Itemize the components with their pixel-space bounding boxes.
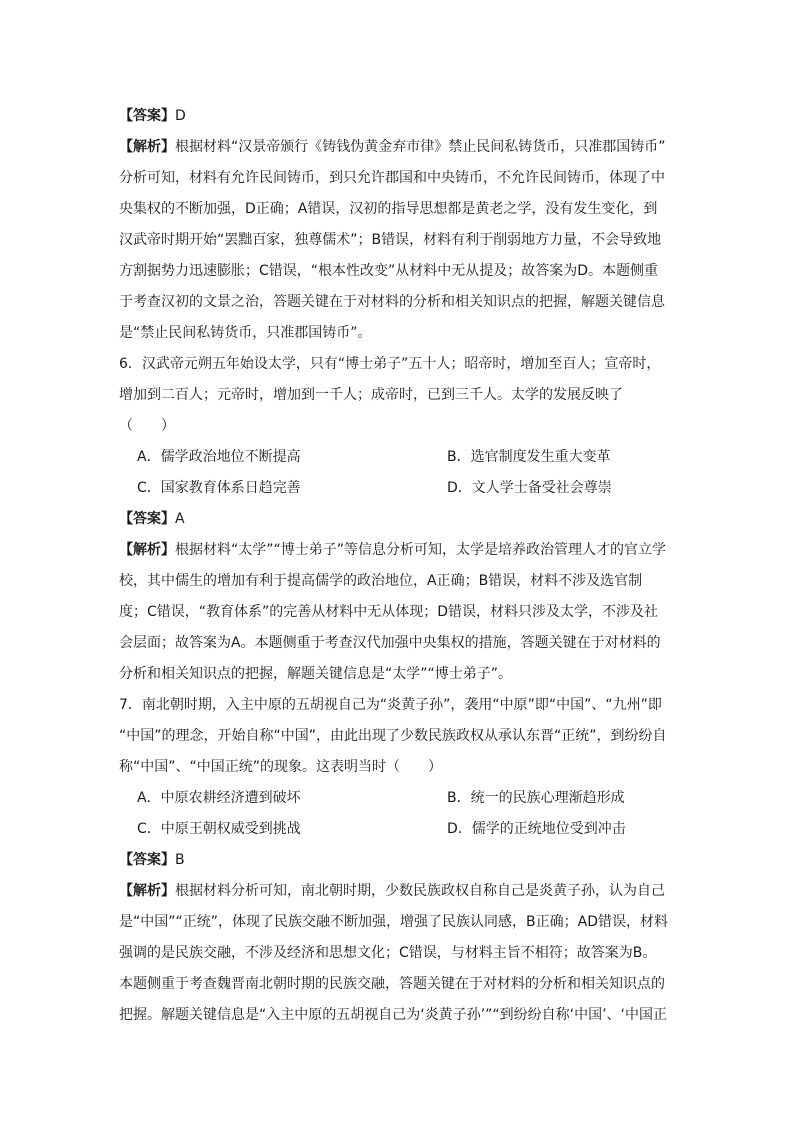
q5-analysis-line-7: 是“禁止民间私铸货币，只准郡国铸币”。 (119, 325, 372, 341)
q5-analysis-line-2: 分析可知，材料有允许民间铸币，到只允许郡国和中央铸币，不允许民间铸币，体现了中 (119, 170, 665, 186)
q5-analysis-line-6: 于考查汉初的文景之治，答题关键在于对材料的分析和相关知识点的把握，解题关键信息 (119, 294, 665, 310)
q7-option-d: D．儒学的正统地位受到冲击 (447, 821, 626, 837)
answer-tag: 【答案】 (119, 108, 175, 124)
q7-analysis-line-5: 把握。解题关键信息是“入主中原的五胡视自己为‘炎黄子孙’”“到纷纷自称‘中国’、‘中国正 (119, 1007, 668, 1023)
q7-stem-line-2: “中国”的理念，开始自称“中国”，由此出现了少数民族政权从承认东晋“正统”，到纷纷自 (119, 728, 667, 744)
answer-tag: 【答案】 (119, 852, 175, 868)
q7-option-c: C．中原王朝权威受到挑战 (137, 821, 301, 837)
q6-stem-line-1: 6．汉武帝元朔五年始设太学，只有“博士弟子”五十人；昭帝时，增加至百人；宣帝时， (119, 356, 661, 372)
q7-options-row-1 (119, 783, 679, 814)
q6-option-c: C．国家教育体系日趋完善 (137, 480, 301, 496)
q6-analysis-line-1 (119, 535, 679, 566)
q7-stem-line-1: 7．南北朝时期，入主中原的五胡视自己为“炎黄子孙”，袭用“中原”即“中国”、“九州”即 (119, 697, 662, 713)
q5-analysis-line-1 (119, 132, 679, 163)
page-content (119, 101, 679, 1031)
q7-analysis-line-3: 强调的是民族交融，不涉及经济和思想文化；C错误，与材料主旨不相符；故答案为B。 (119, 945, 657, 961)
analysis-tag: 【解析】 (119, 139, 175, 155)
q6-analysis-line-5: 分析和相关知识点的把握，解题关键信息是“太学”“博士弟子”。 (119, 666, 513, 682)
q5-analysis-line-3: 央集权的不断加强，D正确；A错误，汉初的指导思想都是黄老之学，没有发生变化，到 (119, 201, 658, 217)
q6-options-row-1 (119, 442, 679, 473)
q7-analysis-line-4: 本题侧重于考查魏晋南北朝时期的民族交融，答题关键在于对材料的分析和相关知识点的 (119, 976, 665, 992)
analysis-text: 根据材料“太学”“博士弟子”等信息分析可知，太学是培养政治管理人才的官立学 (175, 542, 667, 558)
q5-analysis-line-4: 汉武帝时期开始“罢黜百家，独尊儒术”；B错误，材料有利于削弱地方力量，不会导致地 (119, 232, 662, 248)
q6-analysis-line-4: 会层面；故答案为A。本题侧重于考查汉代加强中央集权的措施，答题关键在于对材料的 (119, 635, 661, 651)
q7-analysis-line-2: 是“中国”“正统”，体现了民族交融不断加强，增强了民族认同感，B正确；AD错误，材料 (119, 914, 668, 930)
q7-answer-line (119, 845, 679, 876)
analysis-text: 根据材料分析可知，南北朝时期，少数民族政权自称自己是炎黄子孙，认为自己 (175, 883, 665, 899)
q6-option-d: D．文人学士备受社会尊崇 (447, 480, 612, 496)
answer-value: B (175, 852, 185, 868)
q6-analysis-line-3: 度；C错误，“教育体系”的完善从材料中无从体现；D错误，材料只涉及太学，不涉及社 (119, 604, 659, 620)
q6-stem-line-2: 增加到二百人；元帝时，增加到一千人；成帝时，已到三千人。太学的发展反映了 (119, 387, 623, 403)
q6-option-b: B．选官制度发生重大变革 (447, 449, 611, 465)
q6-analysis-line-2: 校，其中儒生的增加有利于提高儒学的政治地位，A正确；B错误，材料不涉及选官制 (119, 573, 643, 589)
q6-options-row-2 (119, 473, 679, 504)
q7-option-a: A．中原农耕经济遭到破坏 (137, 790, 301, 806)
q5-analysis-line-5: 方割据势力迅速膨胀；C错误，“根本性改变”从材料中无从提及；故答案为D。本题侧重 (119, 263, 659, 279)
q6-option-a: A．儒学政治地位不断提高 (137, 449, 301, 465)
answer-tag: 【答案】 (119, 511, 175, 527)
q5-answer-line (119, 101, 679, 132)
q7-options-row-2 (119, 814, 679, 845)
q7-option-b: B．统一的民族心理渐趋形成 (447, 790, 625, 806)
answer-value: D (175, 108, 186, 124)
analysis-tag: 【解析】 (119, 883, 175, 899)
analysis-text: 根据材料“汉景帝颁行《铸钱伪黄金弃市律》禁止民间私铸货币，只准郡国铸币” (175, 139, 666, 155)
q7-stem-line-3: 称“中国”、“中国正统”的现象。这表明当时（ ） (119, 759, 443, 775)
q6-answer-line (119, 504, 679, 535)
analysis-tag: 【解析】 (119, 542, 175, 558)
answer-value: A (175, 511, 185, 527)
q7-analysis-line-1 (119, 876, 679, 907)
q6-stem-line-3: （ ） (119, 418, 175, 434)
